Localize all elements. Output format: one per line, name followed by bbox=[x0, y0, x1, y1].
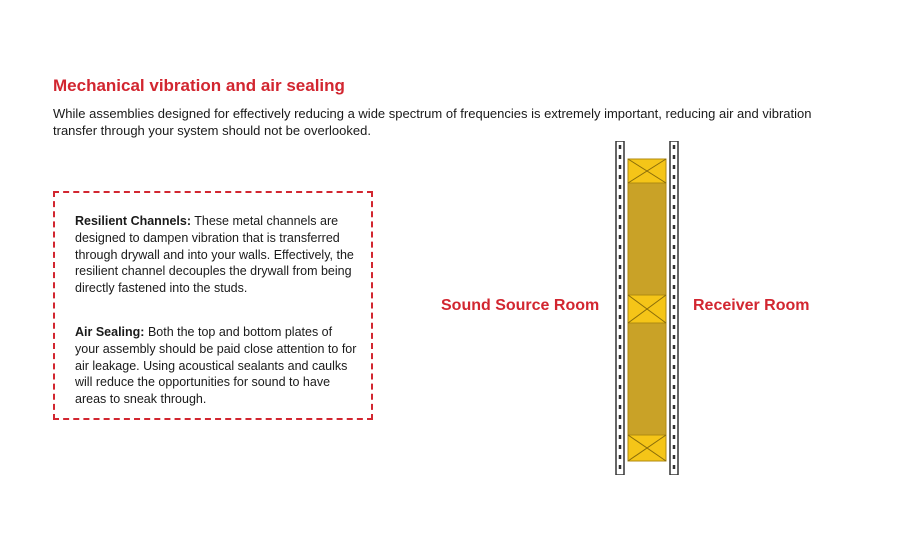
lower-insulation bbox=[628, 323, 666, 435]
resilient-channels-text: These metal channels are designed to dampen vibration that is transferred through drywall and into your walls. Effectively, the resilient channel decouples the drywall from being directly fastened into the studs. bbox=[75, 214, 354, 296]
wall-assembly-diagram bbox=[612, 141, 682, 475]
intro-paragraph: While assemblies designed for effectively reducing a wide spectrum of frequencies is extremely important, reducing air and vibration transfer through your system should not be overlooked. bbox=[53, 106, 812, 138]
mid-blocking bbox=[628, 295, 666, 323]
section-title: Mechanical vibration and air sealing bbox=[53, 76, 345, 95]
resilient-channels-term: Resilient Channels: bbox=[75, 214, 191, 228]
sound-source-room-label: Sound Source Room bbox=[441, 297, 600, 314]
receiver-room-label: Receiver Room bbox=[693, 297, 810, 314]
bottom-plate bbox=[628, 435, 666, 461]
upper-insulation bbox=[628, 183, 666, 295]
air-sealing-term: Air Sealing: bbox=[75, 325, 145, 339]
air-sealing-paragraph bbox=[75, 324, 359, 408]
top-plate bbox=[628, 159, 666, 183]
right-resilient-channel bbox=[670, 141, 678, 475]
left-resilient-channel bbox=[616, 141, 624, 475]
resilient-channels-paragraph bbox=[75, 213, 359, 297]
info-box bbox=[53, 191, 373, 420]
air-sealing-text: Both the top and bottom plates of your assembly should be paid close attention to for air leakage. Using acoustical sealants and caulks will reduce the opportunities for sound to have areas to sneak through. bbox=[75, 325, 357, 407]
